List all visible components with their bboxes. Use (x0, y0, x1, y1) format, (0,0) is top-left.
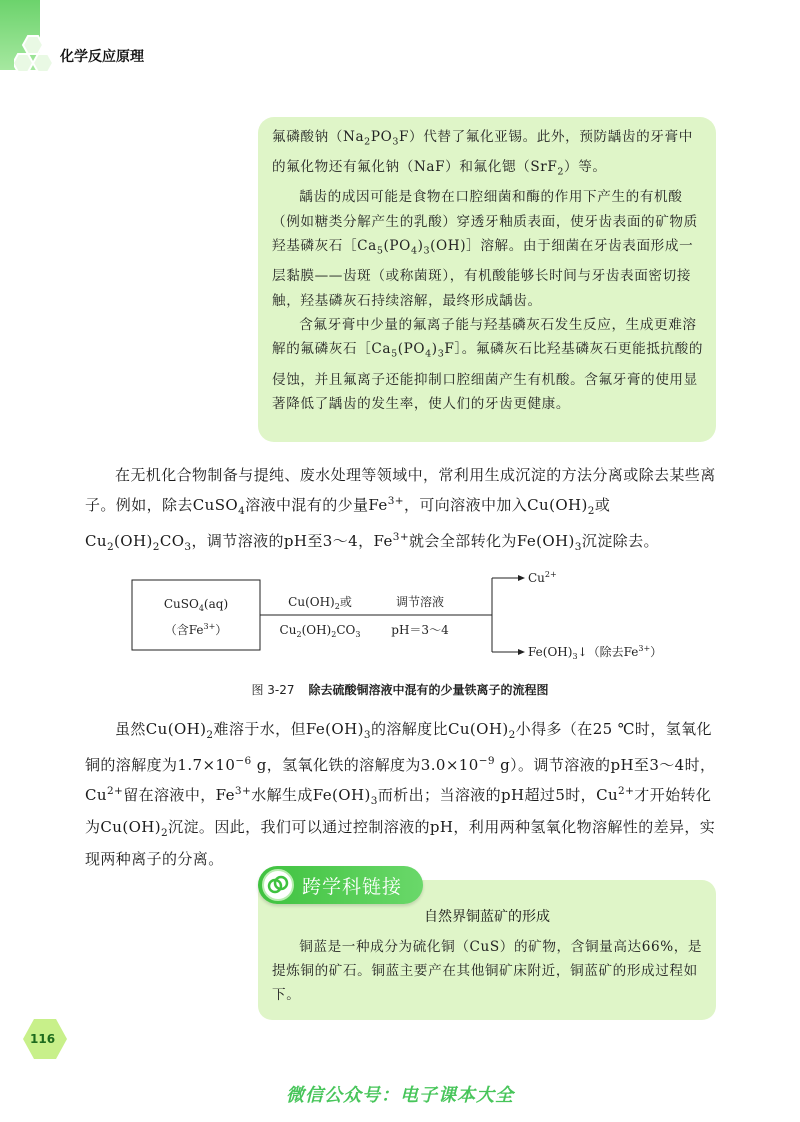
page-number: 116 (30, 1032, 56, 1046)
cross-link-subtitle: 自然界铜蓝矿的形成 (424, 909, 550, 925)
note-paragraph-2: 龋齿的成因可能是食物在口腔细菌和酶的作用下产生的有机酸（例如糖类分解产生的乳酸）穿透牙釉质表面，使牙齿表面的矿物质羟基磷灰石$[Ca_5(PO_4)_3(OH)]$溶解。由于细菌在牙齿表面形成一层黏膜——齿斑（或称菌斑），有机酸能够长时间与牙齿表面密切接触，羟基磷灰石持续溶解，最终形成龋齿。 (272, 189, 698, 309)
cross-link-body: 铜蓝是一种成分为硫化铜（CuS）的矿物，含铜量高达66%，是提炼铜的矿石。铜蓝主要产在其他铜矿床附近，铜蓝矿的形成过程如下。 (272, 939, 703, 1003)
body-paragraph-1: 在无机化合物制备与提纯、废水处理等领域中，常利用生成沉淀的方法分离或除去某些离子。例如，除去CuSO$_4$溶液中混有的少量$Fe^{3+}$，可向溶液中加入$Cu(OH)_2$或$Cu_2(OH)_2CO_3$，调节溶液的pH至3～4，$Fe^{3+}$就会全部转化为$Fe(OH)_3$沉淀除去。 (85, 466, 716, 553)
figure-caption (0, 681, 800, 698)
reagent-bottom-label: $Cu_2(OH)_2CO_3$ (279, 623, 361, 639)
figure-caption-text: 除去硫酸铜溶液中混有的少量铁离子的流程图 (308, 683, 549, 697)
note-paragraph-3: 含氟牙膏中少量的氟离子能与羟基磷灰石发生反应，生成更难溶解的氟磷灰石$[Ca_5(PO_4)_3F]$。氟磷灰石比羟基磷灰石更能抵抗酸的侵蚀，并且氟离子还能抑制口腔细菌产生有机酸。含氟牙膏的使用显著降低了龋齿的发生率，使人们的牙齿更健康。 (272, 317, 704, 412)
box-label-1: CuSO$_4$(aq) (163, 597, 229, 613)
flowchart (130, 566, 690, 666)
body-paragraph-2: 虽然$Cu(OH)_2$难溶于水，但$Fe(OH)_3$的溶解度比$Cu(OH)_2$小得多（在25 ℃时，氢氧化铜的溶解度为$1.7\times 10^{-6}$ g，氢氧化铁的溶解度为$3.0\times 10^{-9}$ g）。调节溶液的pH至3～4时，$Cu^{2+}$留在溶液中，$Fe^{3+}$水解生成$Fe(OH)_3$而析出；当溶液的pH超过5时，$Cu^{2+}$才开始转化为$Cu(OH)_2$沉淀。因此，我们可以通过控制溶液的pH，利用两种氢氧化物溶解性的差异，实现两种离子的分离。 (85, 720, 716, 868)
output-bottom-label: $Fe(OH)_3↓$（除去$Fe^{3+}$） (528, 644, 663, 661)
chapter-title: 化学反应原理 (60, 49, 144, 65)
box-label-2: （含$Fe^{3+}$） (164, 622, 228, 637)
arrow-top-icon (518, 575, 525, 581)
reagent-top-label: $Cu(OH)_2$或 (288, 595, 352, 611)
info-note-box (258, 117, 716, 442)
note-paragraph-1: 氟磷酸钠$(Na_2PO_3F)$代替了氟化亚锡。此外，预防龋齿的牙膏中的氟化物还有氟化钠（NaF）和氟化锶（SrF$_2$）等。 (272, 129, 693, 178)
arrow-bottom-icon (518, 649, 525, 655)
condition-bottom-label: pH＝3～4 (391, 623, 449, 637)
figure-number: 图 3-27 (251, 683, 295, 697)
solution-box (132, 580, 260, 650)
link-chain-icon (262, 869, 294, 901)
output-top-label: $Cu^{2+}$ (528, 570, 557, 585)
cross-link-badge (258, 866, 423, 904)
watermark-text: 微信公众号：电子课本大全 (286, 1085, 514, 1106)
cross-link-title: 跨学科链接 (302, 876, 403, 898)
condition-top-label: 调节溶液 (395, 595, 445, 609)
